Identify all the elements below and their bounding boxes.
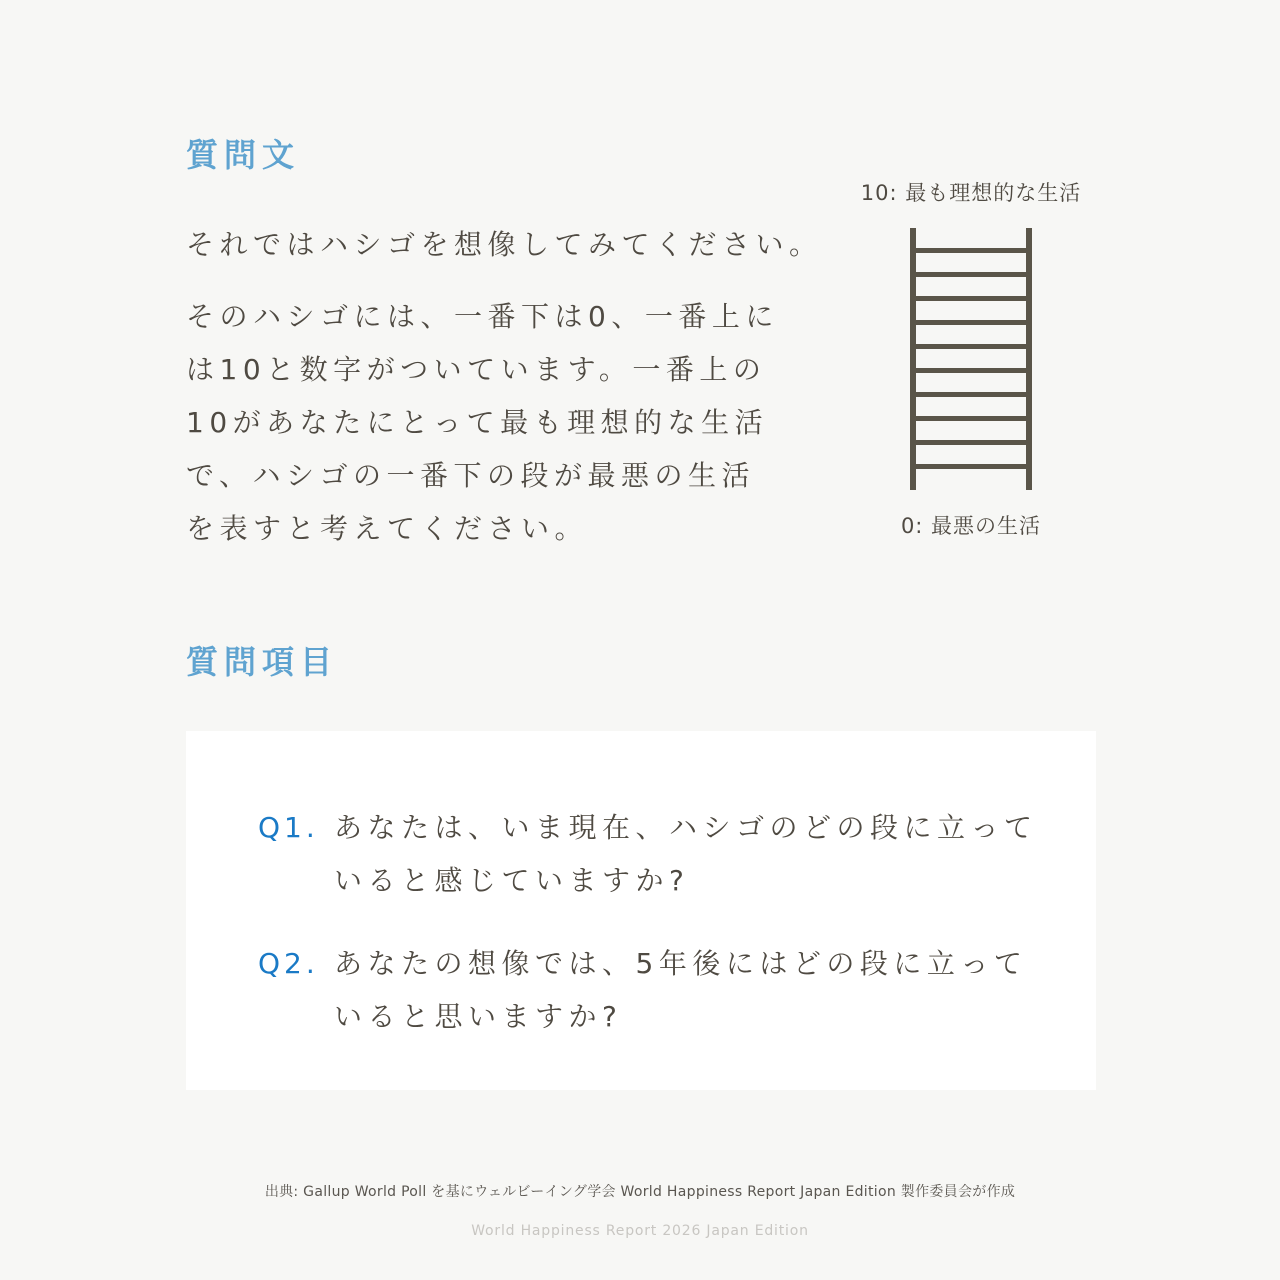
- body-line: を表すと考えてください。: [186, 512, 589, 545]
- ladder-rung: [910, 392, 1032, 397]
- question-text: [334, 801, 1044, 907]
- ladder-rung: [910, 440, 1032, 445]
- question-line: あなたは、いま現在、ハシゴのどの段に立って: [334, 811, 1038, 844]
- footer-credit: World Happiness Report 2026 Japan Edition: [471, 1223, 809, 1239]
- question-line: いると思いますか?: [334, 1000, 623, 1033]
- questions-card: [186, 731, 1096, 1090]
- ladder-illustration: [908, 228, 1034, 490]
- ladder-rung: [910, 368, 1032, 373]
- section-title-question-items: 質問項目: [186, 643, 339, 681]
- question-text: [334, 937, 1044, 1043]
- body-line: は10と数字がついています。一番上の: [186, 353, 767, 386]
- question-line: あなたの想像では、5年後にはどの段に立って: [334, 947, 1028, 980]
- question-number: Q1.: [258, 811, 319, 844]
- question-line: いると感じていますか?: [334, 864, 690, 897]
- ladder-rung: [910, 248, 1032, 253]
- question-number: Q2.: [258, 947, 319, 980]
- ladder-bottom-label: 0: 最悪の生活: [900, 514, 1042, 538]
- ladder-rung: [910, 320, 1032, 325]
- source-note: 出典: Gallup World Poll を基にウェルビーイング学会 World Happiness Report Japan Edition 製作委員会が作成: [264, 1184, 1016, 1200]
- body-line: 10があなたにとって最も理想的な生活: [186, 406, 769, 439]
- body-line: そのハシゴには、一番下は0、一番上に: [186, 300, 779, 333]
- ladder-rung: [910, 272, 1032, 277]
- body-line: で、ハシゴの一番下の段が最悪の生活: [186, 459, 755, 492]
- lead-sentence: それではハシゴを想像してみてください。: [186, 228, 823, 261]
- ladder-top-label: 10: 最も理想的な生活: [860, 181, 1082, 205]
- ladder-rung: [910, 296, 1032, 301]
- ladder-right-rail: [1026, 228, 1032, 490]
- ladder-rung: [910, 464, 1032, 469]
- ladder-left-rail: [910, 228, 916, 490]
- question-text-body: [186, 290, 796, 555]
- section-title-question-text: 質問文: [186, 136, 301, 174]
- ladder-rung: [910, 416, 1032, 421]
- ladder-rung: [910, 344, 1032, 349]
